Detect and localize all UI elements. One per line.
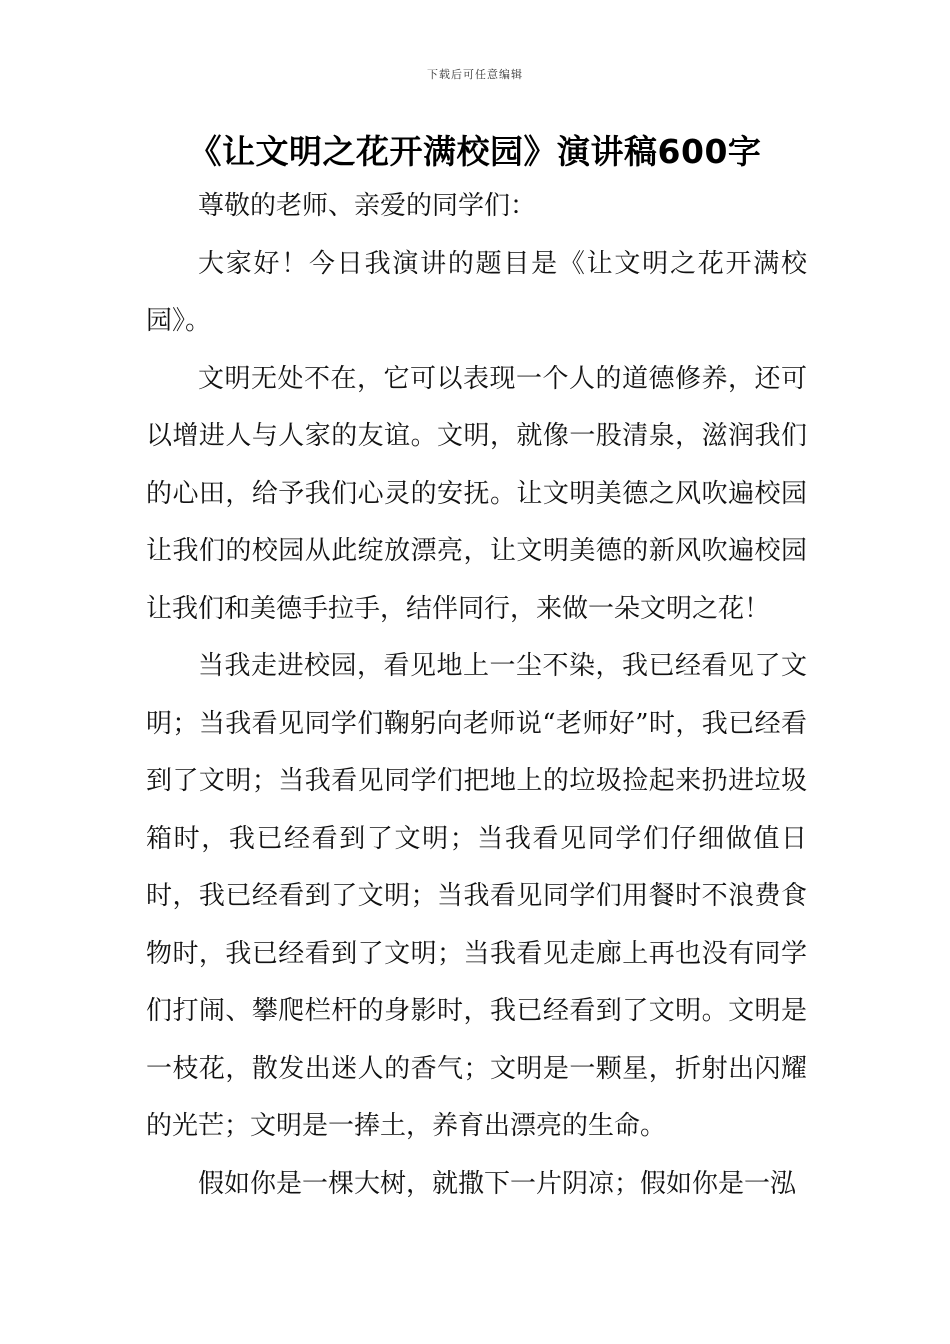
paragraph-examples: 当我走进校园，看见地上一尘不染，我已经看见了文明；当我看见同学们鞠躬向老师说“老师好”时，我已经看到了文明；当我看见同学们把地上的垃圾捡起来扔进垃圾箱时，我已经看到了文明；当我看见同学们仔细做值日时，我已经看到了文明；当我看见同学们用餐时不浪费食物时，我已经看到了文明；当我看见走廊上再也没有同学们打闹、攀爬栏杆的身影时，我已经看到了文明。文明是一枝花，散发出迷人的香气；文明是一颗星，折射出闪耀的光芒；文明是一捧土，养育出漂亮的生命。 bbox=[146, 651, 807, 1141]
paragraph-greeting: 尊敬的老师、亲爱的同学们： bbox=[198, 191, 537, 221]
document-body bbox=[146, 178, 807, 1213]
paragraph-opening: 大家好！今日我演讲的题目是《让文明之花开满校园》。 bbox=[146, 248, 807, 336]
paragraph-closing-fragment: 假如你是一棵大树，就撒下一片阴凉；假如你是一泓 bbox=[198, 1168, 797, 1199]
header-note: 下载后可任意编辑 bbox=[427, 68, 523, 81]
paragraph-civility: 文明无处不在，它可以表现一个人的道德修养，还可以增进人与人家的友谊。文明，就像一股清泉，滋润我们的心田，给予我们心灵的安抚。让文明美德之风吹遍校园让我们的校园从此绽放漂亮，让文明美德的新风吹遍校园让我们和美德手拉手，结伴同行，来做一朵文明之花！ bbox=[146, 363, 807, 624]
document-title: 《让文明之花开满校园》演讲稿600字 bbox=[188, 132, 762, 171]
